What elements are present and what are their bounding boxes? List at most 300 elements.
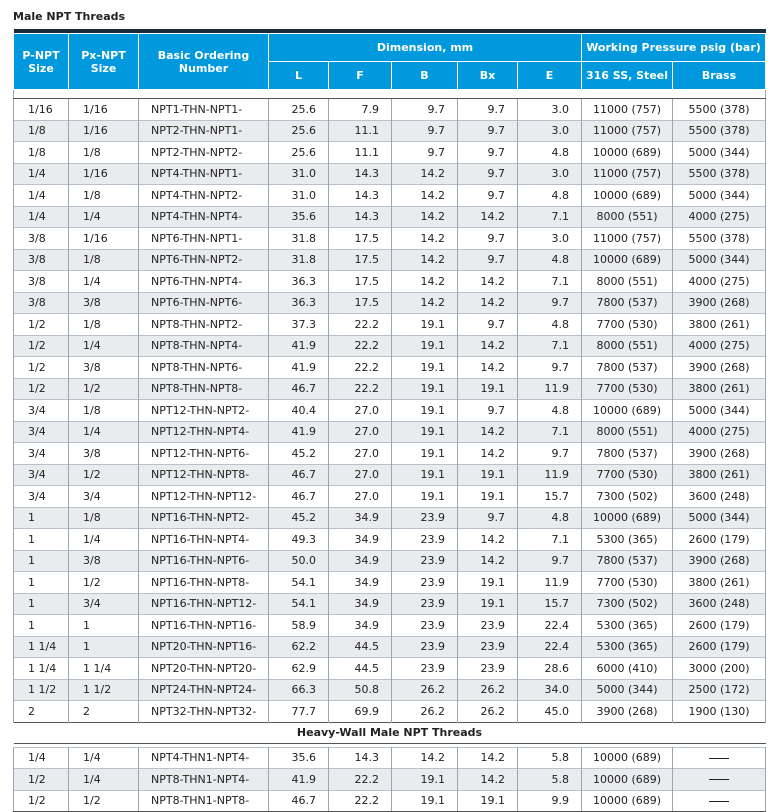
cell-dim-Bx: 19.1 (458, 790, 518, 812)
cell-pressure-ss: 5300 (365) (582, 529, 673, 551)
cell-px-npt-size: 1/4 (69, 421, 139, 443)
cell-pressure-ss: 8000 (551) (582, 335, 673, 357)
cell-pressure-ss: 7800 (537) (582, 550, 673, 572)
cell-dim-Bx: 9.7 (458, 163, 518, 185)
cell-px-npt-size: 1/4 (69, 747, 139, 769)
cell-ordering-number: NPT6-THN-NPT6- (139, 292, 269, 314)
cell-p-npt-size: 1/4 (14, 163, 69, 185)
cell-pressure-brass: 5500 (378) (673, 120, 766, 142)
cell-dim-E: 3.0 (518, 120, 582, 142)
cell-dim-B: 26.2 (392, 679, 458, 701)
cell-p-npt-size: 1 (14, 615, 69, 637)
cell-dim-F: 22.2 (329, 769, 392, 791)
cell-dim-F: 27.0 (329, 421, 392, 443)
cell-pressure-brass: 3800 (261) (673, 378, 766, 400)
cell-dim-Bx: 26.2 (458, 679, 518, 701)
cell-p-npt-size: 1 (14, 529, 69, 551)
cell-dim-E: 5.8 (518, 747, 582, 769)
cell-px-npt-size: 1/8 (69, 507, 139, 529)
cell-dim-L: 25.6 (269, 142, 329, 164)
table-row (14, 142, 766, 164)
table-row (14, 335, 766, 357)
cell-p-npt-size: 1/4 (14, 747, 69, 769)
cell-pressure-brass: 4000 (275) (673, 206, 766, 228)
cell-ordering-number: NPT8-THN-NPT4- (139, 335, 269, 357)
cell-dim-Bx: 23.9 (458, 636, 518, 658)
cell-p-npt-size: 1 (14, 593, 69, 615)
cell-pressure-brass: 2600 (179) (673, 529, 766, 551)
cell-dim-B: 9.7 (392, 142, 458, 164)
cell-px-npt-size: 1/8 (69, 400, 139, 422)
cell-dim-L: 45.2 (269, 443, 329, 465)
cell-pressure-brass: 4000 (275) (673, 335, 766, 357)
cell-dim-Bx: 9.7 (458, 314, 518, 336)
cell-dim-F: 22.2 (329, 357, 392, 379)
cell-pressure-ss: 11000 (757) (582, 120, 673, 142)
cell-p-npt-size: 3/8 (14, 249, 69, 271)
cell-dim-Bx: 9.7 (458, 142, 518, 164)
table-row (14, 572, 766, 594)
cell-dim-E: 22.4 (518, 615, 582, 637)
cell-dim-E: 9.7 (518, 550, 582, 572)
cell-p-npt-size: 3/4 (14, 464, 69, 486)
header-Bx: Bx (458, 62, 518, 90)
cell-dim-F: 34.9 (329, 550, 392, 572)
cell-dim-E: 3.0 (518, 228, 582, 250)
cell-px-npt-size: 3/4 (69, 593, 139, 615)
cell-dim-F: 17.5 (329, 249, 392, 271)
cell-dim-B: 23.9 (392, 636, 458, 658)
cell-dim-E: 7.1 (518, 529, 582, 551)
cell-dim-B: 19.1 (392, 421, 458, 443)
cell-dim-F: 17.5 (329, 271, 392, 293)
cell-p-npt-size: 1/8 (14, 120, 69, 142)
table-row (14, 249, 766, 271)
table-row (14, 593, 766, 615)
cell-dim-F: 11.1 (329, 120, 392, 142)
cell-p-npt-size: 1/2 (14, 314, 69, 336)
cell-dim-F: 34.9 (329, 529, 392, 551)
cell-dim-L: 40.4 (269, 400, 329, 422)
cell-dim-B: 19.1 (392, 769, 458, 791)
cell-dim-B: 9.7 (392, 120, 458, 142)
cell-dim-F: 34.9 (329, 593, 392, 615)
table-row (14, 271, 766, 293)
cell-dim-F: 34.9 (329, 507, 392, 529)
cell-dim-E: 7.1 (518, 206, 582, 228)
table-row (14, 790, 766, 812)
cell-dim-E: 4.8 (518, 507, 582, 529)
cell-dim-L: 50.0 (269, 550, 329, 572)
table-row (14, 701, 766, 723)
table-row (14, 658, 766, 680)
cell-px-npt-size: 3/4 (69, 486, 139, 508)
cell-dim-F: 34.9 (329, 615, 392, 637)
header-px-npt: Px-NPT Size (69, 34, 139, 90)
table-row (14, 769, 766, 791)
cell-ordering-number: NPT16-THN-NPT16- (139, 615, 269, 637)
cell-dim-E: 7.1 (518, 421, 582, 443)
cell-pressure-ss: 6000 (410) (582, 658, 673, 680)
cell-dim-B: 14.2 (392, 292, 458, 314)
header-working-pressure: Working Pressure psig (bar) (582, 34, 766, 62)
cell-p-npt-size: 1/8 (14, 142, 69, 164)
cell-dim-Bx: 26.2 (458, 701, 518, 723)
cell-ordering-number: NPT6-THN-NPT4- (139, 271, 269, 293)
cell-pressure-ss: 10000 (689) (582, 185, 673, 207)
cell-dim-B: 23.9 (392, 529, 458, 551)
table-row (14, 529, 766, 551)
cell-px-npt-size: 1/8 (69, 142, 139, 164)
cell-dim-E: 5.8 (518, 769, 582, 791)
cell-p-npt-size: 1/2 (14, 769, 69, 791)
cell-px-npt-size: 1 1/2 (69, 679, 139, 701)
cell-dim-Bx: 9.7 (458, 507, 518, 529)
cell-dim-E: 3.0 (518, 99, 582, 121)
cell-px-npt-size: 1/2 (69, 464, 139, 486)
cell-dim-L: 77.7 (269, 701, 329, 723)
cell-dim-Bx: 14.2 (458, 769, 518, 791)
cell-pressure-ss: 8000 (551) (582, 206, 673, 228)
cell-ordering-number: NPT12-THN-NPT6- (139, 443, 269, 465)
cell-dim-Bx: 14.2 (458, 747, 518, 769)
cell-dim-Bx: 23.9 (458, 615, 518, 637)
cell-pressure-ss: 10000 (689) (582, 747, 673, 769)
cell-dim-L: 31.8 (269, 228, 329, 250)
cell-p-npt-size: 3/4 (14, 486, 69, 508)
cell-pressure-brass: 2500 (172) (673, 679, 766, 701)
cell-dim-Bx: 9.7 (458, 99, 518, 121)
cell-dim-E: 4.8 (518, 400, 582, 422)
cell-pressure-ss: 7700 (530) (582, 378, 673, 400)
cell-pressure-brass: 3000 (200) (673, 658, 766, 680)
cell-ordering-number: NPT8-THN-NPT8- (139, 378, 269, 400)
cell-dim-B: 14.2 (392, 271, 458, 293)
cell-p-npt-size: 3/4 (14, 400, 69, 422)
cell-dim-Bx: 19.1 (458, 378, 518, 400)
cell-dim-F: 11.1 (329, 142, 392, 164)
cell-dim-Bx: 14.2 (458, 292, 518, 314)
cell-pressure-brass: 3800 (261) (673, 572, 766, 594)
cell-dim-B: 19.1 (392, 790, 458, 812)
cell-dim-F: 27.0 (329, 400, 392, 422)
cell-dim-E: 34.0 (518, 679, 582, 701)
cell-dim-F: 44.5 (329, 636, 392, 658)
cell-pressure-ss: 10000 (689) (582, 400, 673, 422)
cell-px-npt-size: 1 (69, 615, 139, 637)
cell-dim-Bx: 14.2 (458, 421, 518, 443)
cell-p-npt-size: 3/8 (14, 228, 69, 250)
cell-dim-F: 14.3 (329, 163, 392, 185)
cell-dim-F: 17.5 (329, 292, 392, 314)
cell-dim-L: 37.3 (269, 314, 329, 336)
cell-dim-L: 35.6 (269, 206, 329, 228)
table-row (14, 421, 766, 443)
header-L: L (269, 62, 329, 90)
cell-px-npt-size: 1/4 (69, 271, 139, 293)
cell-dim-L: 66.3 (269, 679, 329, 701)
cell-dim-F: 22.2 (329, 335, 392, 357)
cell-pressure-ss: 11000 (757) (582, 228, 673, 250)
cell-pressure-ss: 10000 (689) (582, 790, 673, 812)
cell-p-npt-size: 3/8 (14, 271, 69, 293)
cell-dim-F: 14.3 (329, 747, 392, 769)
table-row (14, 636, 766, 658)
cell-pressure-brass: 1900 (130) (673, 701, 766, 723)
cell-dim-B: 19.1 (392, 314, 458, 336)
cell-dim-B: 19.1 (392, 378, 458, 400)
cell-dim-Bx: 14.2 (458, 335, 518, 357)
cell-px-npt-size: 3/8 (69, 357, 139, 379)
cell-ordering-number: NPT2-THN-NPT1- (139, 120, 269, 142)
cell-pressure-ss: 5300 (365) (582, 615, 673, 637)
cell-dim-E: 3.0 (518, 163, 582, 185)
cell-dim-Bx: 14.2 (458, 443, 518, 465)
cell-dim-E: 45.0 (518, 701, 582, 723)
header-dimension: Dimension, mm (269, 34, 582, 62)
cell-dim-F: 27.0 (329, 443, 392, 465)
header-brass: Brass (673, 62, 766, 90)
cell-pressure-brass (673, 747, 766, 769)
cell-ordering-number: NPT4-THN-NPT2- (139, 185, 269, 207)
not-available-dash-icon (709, 758, 729, 759)
cell-pressure-ss: 10000 (689) (582, 507, 673, 529)
cell-dim-Bx: 19.1 (458, 464, 518, 486)
cell-dim-E: 4.8 (518, 249, 582, 271)
cell-dim-B: 23.9 (392, 658, 458, 680)
not-available-dash-icon (709, 779, 729, 780)
cell-p-npt-size: 1/4 (14, 206, 69, 228)
cell-pressure-ss: 8000 (551) (582, 271, 673, 293)
cell-ordering-number: NPT20-THN-NPT16- (139, 636, 269, 658)
cell-dim-F: 44.5 (329, 658, 392, 680)
header-316ss-steel: 316 SS, Steel (582, 62, 673, 90)
cell-dim-E: 11.9 (518, 572, 582, 594)
table-row (14, 206, 766, 228)
cell-ordering-number: NPT6-THN-NPT2- (139, 249, 269, 271)
cell-pressure-brass: 3800 (261) (673, 464, 766, 486)
cell-ordering-number: NPT24-THN-NPT24- (139, 679, 269, 701)
table-body (14, 90, 766, 812)
cell-dim-Bx: 9.7 (458, 120, 518, 142)
cell-pressure-ss: 10000 (689) (582, 249, 673, 271)
cell-ordering-number: NPT16-THN-NPT4- (139, 529, 269, 551)
table-row (14, 357, 766, 379)
cell-dim-L: 54.1 (269, 572, 329, 594)
cell-dim-F: 50.8 (329, 679, 392, 701)
cell-px-npt-size: 3/8 (69, 550, 139, 572)
cell-dim-B: 23.9 (392, 507, 458, 529)
cell-p-npt-size: 1 1/2 (14, 679, 69, 701)
cell-pressure-ss: 10000 (689) (582, 142, 673, 164)
cell-ordering-number: NPT6-THN-NPT1- (139, 228, 269, 250)
cell-dim-E: 4.8 (518, 314, 582, 336)
cell-p-npt-size: 1/16 (14, 99, 69, 121)
cell-ordering-number: NPT20-THN-NPT20- (139, 658, 269, 680)
cell-px-npt-size: 1/2 (69, 378, 139, 400)
cell-pressure-ss: 7300 (502) (582, 593, 673, 615)
cell-p-npt-size: 1/2 (14, 335, 69, 357)
cell-dim-L: 25.6 (269, 120, 329, 142)
cell-dim-Bx: 9.7 (458, 400, 518, 422)
cell-px-npt-size: 1/16 (69, 163, 139, 185)
cell-dim-L: 31.0 (269, 163, 329, 185)
cell-p-npt-size: 2 (14, 701, 69, 723)
cell-dim-B: 14.2 (392, 185, 458, 207)
cell-dim-L: 62.2 (269, 636, 329, 658)
cell-pressure-ss: 7300 (502) (582, 486, 673, 508)
cell-p-npt-size: 3/4 (14, 443, 69, 465)
cell-ordering-number: NPT2-THN-NPT2- (139, 142, 269, 164)
cell-px-npt-size: 1/2 (69, 790, 139, 812)
cell-pressure-ss: 7800 (537) (582, 443, 673, 465)
cell-dim-L: 31.0 (269, 185, 329, 207)
cell-pressure-brass: 5000 (344) (673, 142, 766, 164)
cell-px-npt-size: 1/4 (69, 206, 139, 228)
cell-pressure-brass: 5500 (378) (673, 228, 766, 250)
cell-pressure-brass: 5500 (378) (673, 163, 766, 185)
table-row (14, 400, 766, 422)
cell-ordering-number: NPT4-THN-NPT1- (139, 163, 269, 185)
cell-pressure-ss: 7700 (530) (582, 314, 673, 336)
cell-dim-L: 46.7 (269, 486, 329, 508)
cell-dim-F: 14.3 (329, 185, 392, 207)
cell-pressure-brass: 4000 (275) (673, 421, 766, 443)
cell-dim-L: 41.9 (269, 357, 329, 379)
cell-pressure-ss: 5300 (365) (582, 636, 673, 658)
table-row (14, 120, 766, 142)
cell-ordering-number: NPT8-THN-NPT6- (139, 357, 269, 379)
cell-p-npt-size: 1/2 (14, 357, 69, 379)
cell-pressure-ss: 5000 (344) (582, 679, 673, 701)
cell-dim-B: 26.2 (392, 701, 458, 723)
cell-dim-Bx: 19.1 (458, 593, 518, 615)
cell-pressure-brass: 3900 (268) (673, 292, 766, 314)
cell-px-npt-size: 1 (69, 636, 139, 658)
cell-dim-L: 62.9 (269, 658, 329, 680)
cell-pressure-ss: 7800 (537) (582, 292, 673, 314)
cell-px-npt-size: 1/4 (69, 335, 139, 357)
heavy-wall-section-title: Heavy-Wall Male NPT Threads (14, 722, 766, 743)
cell-px-npt-size: 1/4 (69, 769, 139, 791)
cell-p-npt-size: 1/4 (14, 185, 69, 207)
table-title: Male NPT Threads (13, 10, 126, 23)
cell-dim-L: 46.7 (269, 790, 329, 812)
cell-dim-E: 22.4 (518, 636, 582, 658)
cell-dim-E: 15.7 (518, 486, 582, 508)
cell-pressure-brass: 2600 (179) (673, 615, 766, 637)
cell-px-npt-size: 1/16 (69, 228, 139, 250)
cell-dim-F: 14.3 (329, 206, 392, 228)
cell-dim-Bx: 9.7 (458, 249, 518, 271)
cell-pressure-ss: 10000 (689) (582, 769, 673, 791)
table-row (14, 163, 766, 185)
cell-pressure-brass: 2600 (179) (673, 636, 766, 658)
cell-pressure-ss: 7800 (537) (582, 357, 673, 379)
header-ordering-number: Basic Ordering Number (139, 34, 269, 90)
cell-dim-F: 22.2 (329, 314, 392, 336)
cell-pressure-brass: 5000 (344) (673, 400, 766, 422)
cell-dim-B: 23.9 (392, 593, 458, 615)
cell-dim-B: 19.1 (392, 400, 458, 422)
cell-dim-E: 4.8 (518, 142, 582, 164)
cell-dim-L: 31.8 (269, 249, 329, 271)
cell-dim-L: 25.6 (269, 99, 329, 121)
cell-ordering-number: NPT8-THN1-NPT4- (139, 769, 269, 791)
cell-dim-E: 15.7 (518, 593, 582, 615)
cell-dim-F: 17.5 (329, 228, 392, 250)
cell-p-npt-size: 1 (14, 572, 69, 594)
cell-px-npt-size: 1/8 (69, 185, 139, 207)
header-E: E (518, 62, 582, 90)
cell-pressure-brass: 3900 (268) (673, 443, 766, 465)
cell-dim-Bx: 14.2 (458, 271, 518, 293)
cell-pressure-brass: 3800 (261) (673, 314, 766, 336)
cell-ordering-number: NPT8-THN1-NPT8- (139, 790, 269, 812)
cell-dim-F: 27.0 (329, 464, 392, 486)
cell-pressure-brass (673, 769, 766, 791)
cell-dim-B: 19.1 (392, 443, 458, 465)
cell-dim-B: 23.9 (392, 572, 458, 594)
table-row (14, 314, 766, 336)
cell-px-npt-size: 1/16 (69, 99, 139, 121)
table-row (14, 486, 766, 508)
cell-ordering-number: NPT4-THN-NPT4- (139, 206, 269, 228)
cell-dim-Bx: 14.2 (458, 550, 518, 572)
cell-dim-B: 14.2 (392, 228, 458, 250)
cell-pressure-ss: 7700 (530) (582, 464, 673, 486)
cell-p-npt-size: 3/4 (14, 421, 69, 443)
cell-dim-Bx: 19.1 (458, 572, 518, 594)
cell-px-npt-size: 1/2 (69, 572, 139, 594)
header-B: B (392, 62, 458, 90)
cell-dim-B: 14.2 (392, 206, 458, 228)
cell-pressure-brass: 5000 (344) (673, 249, 766, 271)
cell-dim-L: 45.2 (269, 507, 329, 529)
npt-table (13, 29, 766, 812)
cell-dim-B: 19.1 (392, 335, 458, 357)
table-row (14, 292, 766, 314)
cell-p-npt-size: 1/2 (14, 790, 69, 812)
cell-dim-B: 19.1 (392, 486, 458, 508)
cell-dim-B: 14.2 (392, 163, 458, 185)
cell-dim-E: 11.9 (518, 464, 582, 486)
cell-dim-E: 7.1 (518, 271, 582, 293)
cell-pressure-ss: 7700 (530) (582, 572, 673, 594)
cell-dim-B: 19.1 (392, 357, 458, 379)
cell-dim-Bx: 9.7 (458, 228, 518, 250)
cell-px-npt-size: 1 1/4 (69, 658, 139, 680)
cell-p-npt-size: 1 1/4 (14, 636, 69, 658)
cell-pressure-brass: 5000 (344) (673, 507, 766, 529)
cell-dim-B: 14.2 (392, 747, 458, 769)
cell-dim-L: 36.3 (269, 292, 329, 314)
table-row (14, 615, 766, 637)
cell-dim-E: 9.7 (518, 292, 582, 314)
cell-dim-Bx: 14.2 (458, 206, 518, 228)
cell-pressure-brass: 5000 (344) (673, 185, 766, 207)
cell-dim-B: 14.2 (392, 249, 458, 271)
cell-pressure-brass (673, 790, 766, 812)
cell-dim-L: 46.7 (269, 378, 329, 400)
cell-pressure-brass: 3900 (268) (673, 550, 766, 572)
cell-ordering-number: NPT16-THN-NPT8- (139, 572, 269, 594)
cell-dim-Bx: 23.9 (458, 658, 518, 680)
cell-dim-L: 58.9 (269, 615, 329, 637)
cell-dim-E: 9.7 (518, 443, 582, 465)
cell-dim-Bx: 9.7 (458, 185, 518, 207)
cell-px-npt-size: 1/4 (69, 529, 139, 551)
